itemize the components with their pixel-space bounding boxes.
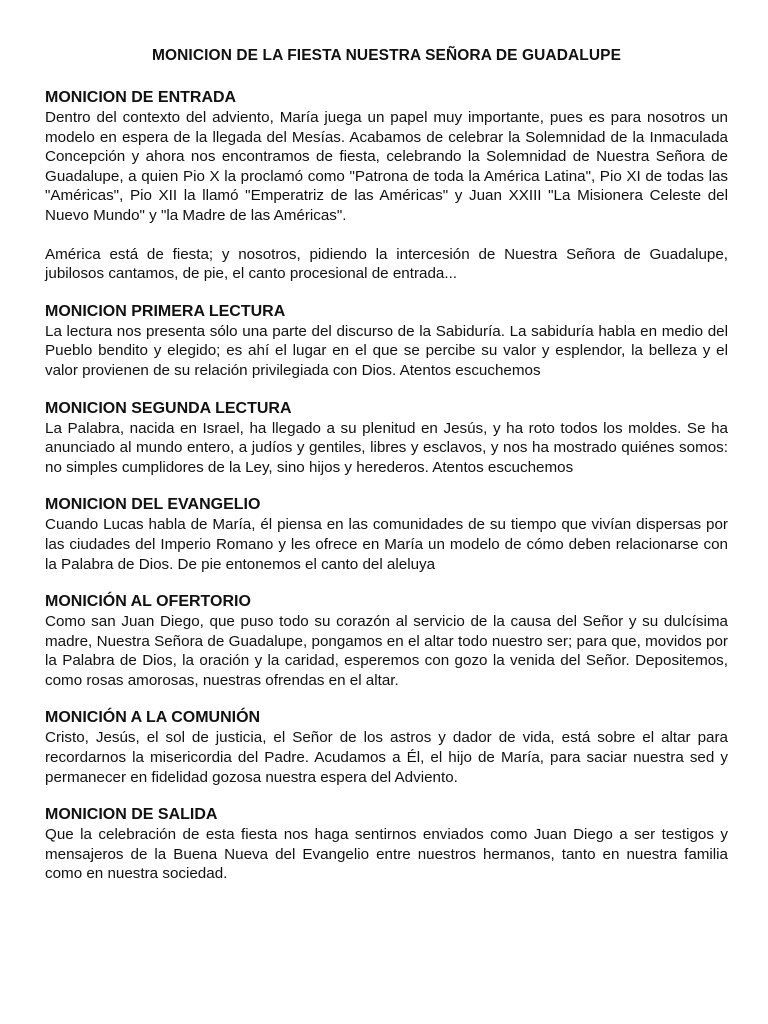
section-paragraph: La Palabra, nacida en Israel, ha llegado a su plenitud en Jesús, y ha roto todos los moldes. Se ha anunciado al mundo entero, a judíos y gentiles, libres y esclavos, y nos ha mostrado quiénes somos: no simples cumplidores de la Ley, sino hijos y herederos. Atentos escuchemos (45, 419, 728, 476)
section-paragraph: Que la celebración de esta fiesta nos haga sentirnos enviados como Juan Diego a ser testigos y mensajeros de la Buena Nueva del Evangelio entre nuestros hermanos, tanto en nuestra familia como en nuestra sociedad. (45, 826, 728, 883)
section-paragraph: Cristo, Jesús, el sol de justicia, el Señor de los astros y dador de vida, está sobre el altar para recordarnos la misericordia del Padre. Acudamos a Él, el hijo de María, para saciar nuestra sed y permanecer en fidelidad gozosa nuestra espera del Adviento. (45, 729, 728, 786)
section-heading: MONICION DE ENTRADA (45, 89, 237, 106)
document-page (45, 46, 728, 902)
section-monicion-entrada (45, 88, 728, 284)
section-paragraph: Dentro del contexto del adviento, María juega un papel muy importante, pues es para nosotros un modelo en espera de la llegada del Mesías. Acabamos de celebrar la Solemnidad de la Inmaculada Concepción y ahora nos encontramos de fiesta, celebrando la Solemnidad de Nuestra Señora de Guadalupe, a quien Pio X la proclamó como "Patrona de toda la América Latina", Pio XI de todas las "Américas", Pio XII la llamó "Emperatriz de las Américas" y Juan XXIII "La Misionera Celeste del Nuevo Mundo" y "la Madre de las Américas". (45, 109, 728, 224)
section-heading: MONICIÓN AL OFERTORIO (45, 593, 251, 611)
document-title: MONICION DE LA FIESTA NUESTRA SEÑORA DE GUADALUPE (151, 47, 622, 64)
section-salida (45, 805, 728, 884)
section-evangelio (45, 495, 728, 574)
section-paragraph: Cuando Lucas habla de María, él piensa en las comunidades de su tiempo que vivían dispersas por las ciudades del Imperio Romano y les ofrece en María un modelo de cómo deben relacionarse con la Palabra de Dios. De pie entonemos el canto del aleluya (45, 516, 728, 573)
section-heading: MONICIÓN A LA COMUNIÓN (45, 709, 261, 727)
section-paragraph: América está de fiesta; y nosotros, pidiendo la intercesión de Nuestra Señora de Guadalupe, jubilosos cantamos, de pie, el canto procesional de entrada... (45, 245, 728, 283)
section-ofertorio (45, 592, 728, 690)
section-paragraph: Como san Juan Diego, que puso todo su corazón al servicio de la causa del Señor y su dulcísima madre, Nuestra Señora de Guadalupe, pongamos en el altar todo nuestro ser; para que, movidos por la Palabra de Dios, la oración y la caridad, esperemos con gozo la venida del Señor. Depositemos, como rosas amorosas, nuestras ofrendas en el altar. (45, 613, 728, 689)
section-heading: MONICION DEL EVANGELIO (45, 496, 261, 514)
section-heading: MONICION PRIMERA LECTURA (45, 302, 286, 320)
section-comunion (45, 708, 728, 787)
section-paragraph: La lectura nos presenta sólo una parte del discurso de la Sabiduría. La sabiduría habla en medio del Pueblo bendito y elegido; es ahí el lugar en el que se percibe su valor y esplendor, la belleza y el valor provienen de su relación privilegiada con Dios. Atentos escuchemos (45, 322, 728, 379)
section-segunda-lectura (45, 399, 728, 478)
section-heading: MONICION SEGUNDA LECTURA (45, 399, 292, 417)
section-heading: MONICION DE SALIDA (45, 806, 218, 824)
section-primera-lectura (45, 302, 728, 381)
